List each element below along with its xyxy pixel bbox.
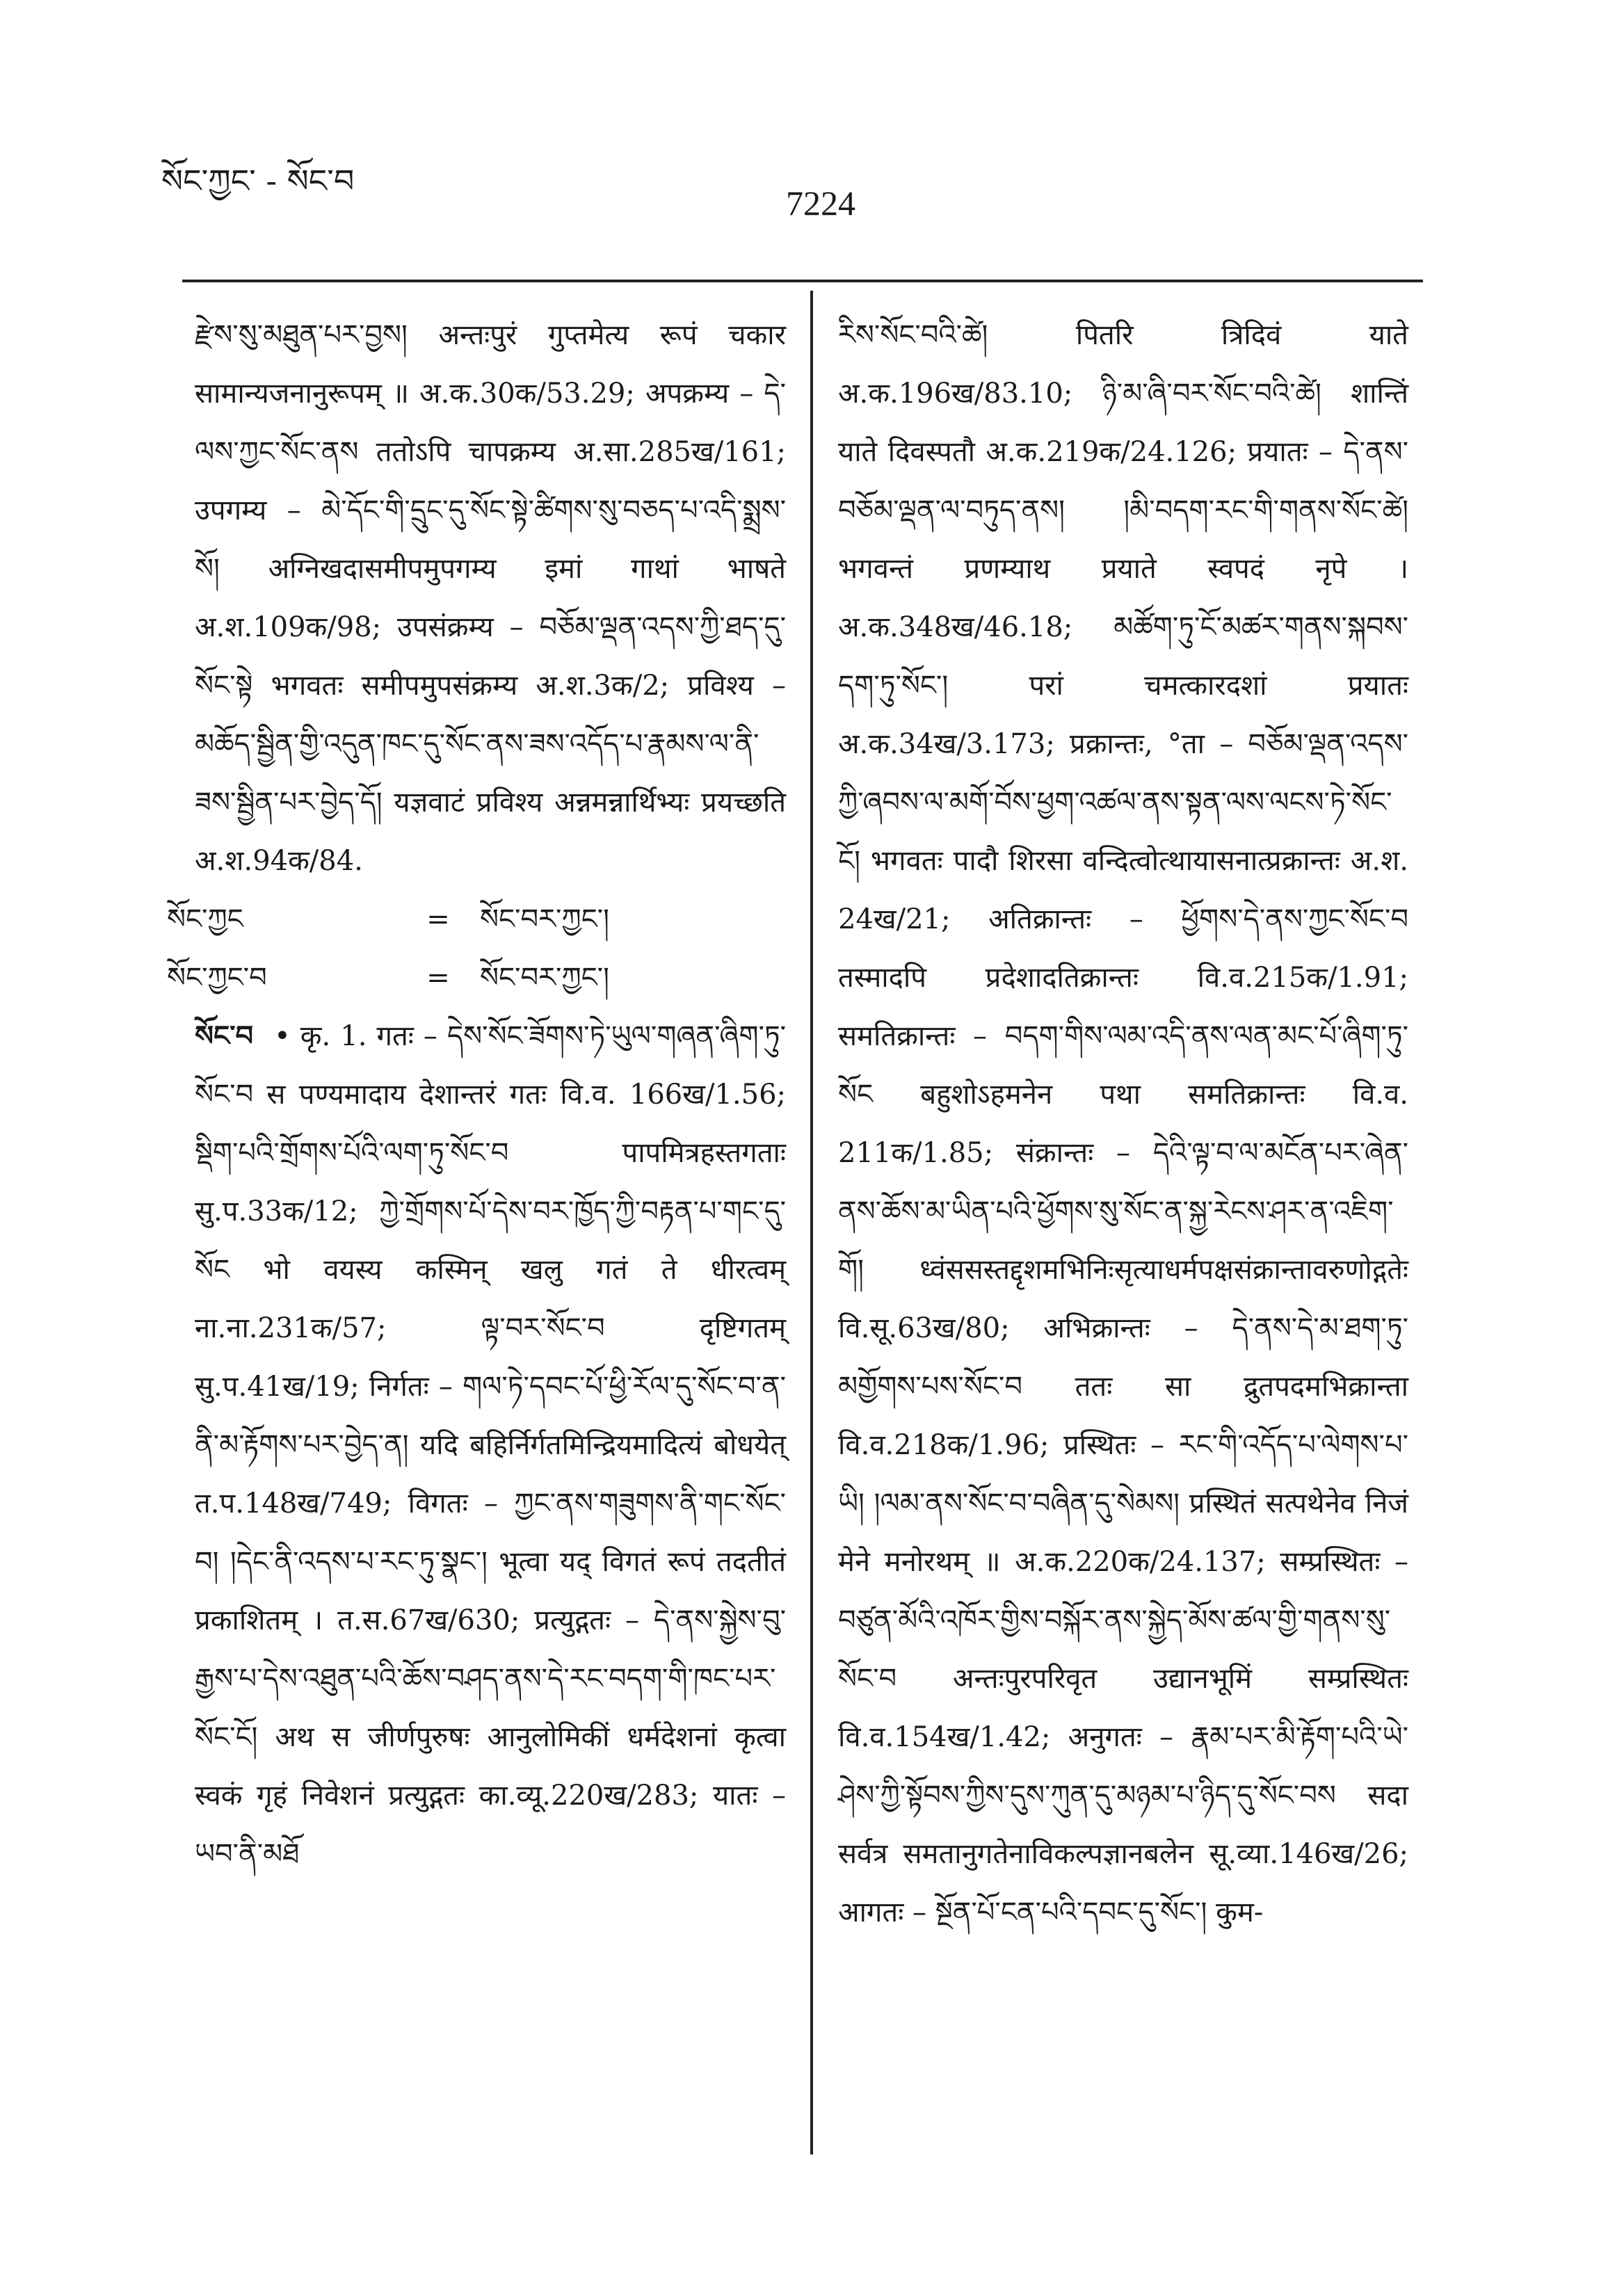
page-number: 7224 xyxy=(786,184,855,223)
cross-reference-entry xyxy=(167,949,786,1007)
right-column xyxy=(838,306,1408,2184)
header-rule xyxy=(182,280,1423,282)
right-paragraph-continued: རིས་སོང་བའི་ཚེ། पितरि त्रिदिवं याते अ.क.196ख/83.10; ཉི་མ་ཞི་བར་སོང་བའི་ཚེ། शान्तिं याते दिवस्पतौ अ.क.219क/24.126; प्रयातः – དེ་ནས་བཅོམ་ལྡན་ལ་བཏུད་ནས། །མི་བདག་རང་གི་གནས་སོང་ཚེ། भगवन्तं प्रणम्याथ प्रयाते स्वपदं नृपे । अ.क.348ख/46.18; མཚོག་ཏུ་ངོ་མཚར་གནས་སྐབས་དག་ཏུ་སོང་། परां चमत्कारदशां प्रयातः अ.क.34ख/3.173; प्रक्रान्तः, °ता – བཅོམ་ལྡན་འདས་ཀྱི་ཞབས་ལ་མགོ་བོས་ཕྱག་འཚལ་ནས་སྟན་ལས་ལངས་ཏེ་སོང་ངོ། भगवतः पादौ शिरसा वन्दित्वोत्थायासनात्प्रक्रान्तः अ.श. 24ख/21; अतिक्रान्तः – ཕྱོགས་དེ་ནས་ཀྱང་སོང་བ तस्मादपि प्रदेशादतिक्रान्तः वि.व.215क/1.91; समतिक्रान्तः – བདག་གིས་ལམ་འདི་ནས་ལན་མང་པོ་ཞིག་ཏུ་སོང बहुशोऽहमनेन पथा समतिक्रान्तः वि.व. 211क/1.85; संक्रान्तः – དེའི་ལྟ་བ་ལ་མངོན་པར་ཞེན་ནས་ཆོས་མ་ཡིན་པའི་ཕྱོགས་སུ་སོང་ན་སྐྱ་རེངས་ཤར་ན་འཇིག་གོ། ध्वंससस्तद्दृशमभिनिःसृत्याधर्मपक्षसंक्रान्तावरुणोद्गतेः वि.सू.63ख/80; अभिक्रान्तः – དེ་ནས་དེ་མ་ཐག་ཏུ་མགྱོགས་པས་སོང་བ ततः सा द्रुतपदमभिक्रान्ता वि.व.218क/1.96; प्रस्थितः – རང་གི་འདོད་པ་ལེགས་པ་ཡི། །ལམ་ནས་སོང་བ་བཞིན་དུ་སེམས། प्रस्थितं सत्पथेनेव निजं मेने मनोरथम् ॥ अ.क.220क/24.137; सम्प्रस्थितः – བཙུན་མོའི་འཁོར་གྱིས་བསྐོར་ནས་སྐྱེད་མོས་ཚལ་གྱི་གནས་སུ་སོང་བ अन्तःपुरपरिवृत उद्यानभूमिं सम्प्रस्थितः वि.व.154ख/1.42; अनुगतः – རྣམ་པར་མི་རྟོག་པའི་ཡེ་ཤེས་ཀྱི་སྟོབས་ཀྱིས་དུས་ཀུན་དུ་མཉམ་པ་ཉིད་དུ་སོང་བས सदा सर्वत्र समतानुगतेनाविकल्पज्ञानबलेन सू.व्या.146ख/26; आगतः – སྔོན་པོ་ངན་པའི་དབང་དུ་སོང་། कुम- xyxy=(838,319,1408,1928)
cross-reference-entry xyxy=(167,890,786,949)
entry-body: • कृ. 1. गतः – དེས་སོང་ཟོགས་ཏེ་ཡུལ་གཞན་ཞིག་ཏུ་སོང་བ स पण्यमादाय देशान्तरं गतः वि.व. 166ख/1.56; སྡིག་པའི་གྲོགས་པོའི་ལག་ཏུ་སོང་བ पापमित्रहस्तगताः सु.प.33क/12; ཀྱེ་གྲོགས་པོ་དེས་བར་ཁྱོད་ཀྱི་བརྟན་པ་གང་དུ་སོང भो वयस्य कस्मिन् खलु गतं ते धीरत्वम् ना.ना.231क/57; ལྟ་བར་སོང་བ दृष्टिगतम् सु.प.41ख/19; निर्गतः – གལ་ཏེ་དབང་པོ་ཕྱི་རོལ་དུ་སོང་བ་ན་ནི་མ་རྟོགས་པར་བྱེད་ན། यदि बहिर्निर्गतमिन्द्रियमादित्यं बोधयेत् त.प.148ख/749; विगतः – ཀྱང་ནས་གཟུགས་ནི་གང་སོང་བ། །དེང་ནི་འདས་པ་རང་ཏུ་སྣང་། भूत्वा यद् विगतं रूपं तदतीतं प्रकाशितम् । त.स.67ख/630; प्रत्युद्गतः – དེ་ནས་སྐྱེས་བུ་རྒྱས་པ་དེས་འཐུན་པའི་ཆོས་བཤད་ནས་དེ་རང་བདག་གི་ཁང་པར་སོང་ངོ། अथ स जीर्णपुरुषः आनुलोमिकीं धर्मदेशनां कृत्वा स्वकं गृहं निवेशनं प्रत्युद्गतः का.व्यू.220ख/283; यातः – ཡབ་ནི་མཐོ xyxy=(195,1020,786,1870)
xref-equals: = xyxy=(426,903,450,935)
running-head: སོང་ཀྱང་ - སོང་བ xyxy=(161,162,355,200)
xref-equals: = xyxy=(426,962,450,994)
entry-headword: སོང་བ xyxy=(195,1020,254,1052)
xref-term: སོང་ཀྱང xyxy=(167,903,243,935)
xref-target: སོང་བར་ཀྱང་། xyxy=(480,962,609,994)
dictionary-entry xyxy=(195,1007,786,1883)
xref-target: སོང་བར་ཀྱང་། xyxy=(480,903,609,935)
xref-term: སོང་ཀྱང་བ xyxy=(167,962,267,994)
column-divider xyxy=(810,291,813,2154)
left-column xyxy=(167,306,786,2184)
left-paragraph-continued: རྫེས་སུ་མཐུན་པར་བྱས། अन्तःपुरं गुप्तमेत्य रूपं चकार सामान्यजनानुरूपम् ॥ अ.क.30क/53.29; अपक्रम्य – དེ་ལས་ཀྱང་སོང་ནས ततोऽपि चापक्रम्य अ.सा.285ख/161; उपगम्य – མེ་དོང་གི་དྲུང་དུ་སོང་སྟེ་ཚིགས་སུ་བཅད་པ་འདི་སྨྲས་སོ། अग्निखदासमीपमुपगम्य इमां गाथां भाषते अ.श.109क/98; उपसंक्रम्य – བཅོམ་ལྡན་འདས་ཀྱི་ཐད་དུ་སོང་སྟེ भगवतः समीपमुपसंक्रम्य अ.श.3क/2; प्रविश्य – མཆོད་སྦྱིན་གྱི་འདུན་ཁང་དུ་སོང་ནས་ཟས་འདོད་པ་རྣམས་ལ་ནི་ཟས་སྦྱིན་པར་བྱེད་དོ། यज्ञवाटं प्रविश्य अन्नमन्नार्थिभ्यः प्रयच्छति अ.श.94क/84. xyxy=(195,319,786,877)
